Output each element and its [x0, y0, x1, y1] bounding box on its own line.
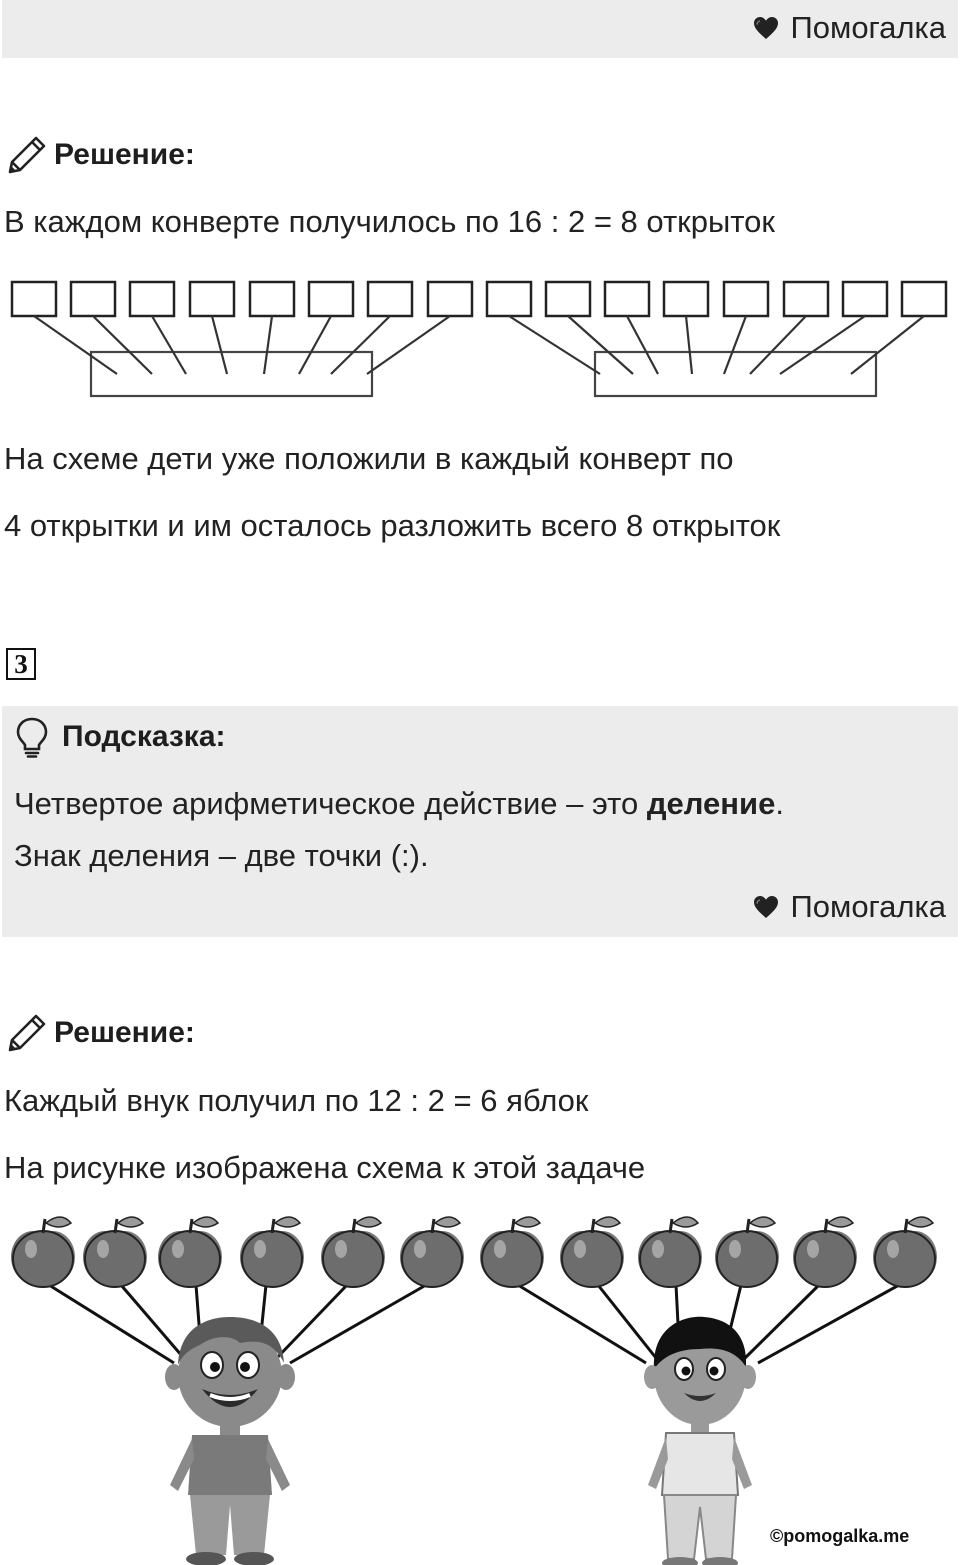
hint-line1-bold: деление	[646, 786, 776, 821]
hint-line1	[14, 786, 784, 822]
apple-icon	[560, 1217, 624, 1287]
brand-hint	[752, 889, 946, 925]
hint-heading-label: Подсказка:	[62, 720, 226, 753]
card-square	[664, 282, 708, 316]
solution-heading-2-label: Решение:	[54, 1016, 195, 1049]
card-square	[843, 282, 887, 316]
cards-envelopes-diagram	[0, 268, 960, 408]
solution1-line3: 4 открытки и им осталось разложить всего 8 открыток	[4, 508, 781, 543]
apple-icon	[873, 1217, 937, 1287]
lightbulb-icon	[14, 716, 50, 758]
apple-icon	[240, 1217, 304, 1287]
card-square	[250, 282, 294, 316]
pencil-icon	[6, 1012, 48, 1054]
card-square	[428, 282, 472, 316]
card-square	[902, 282, 946, 316]
pencil-icon	[6, 134, 48, 176]
heart-icon	[752, 15, 780, 41]
solution-heading-2	[6, 1012, 195, 1054]
solution-heading-1-label: Решение:	[54, 138, 195, 171]
hint-line2: Знак деления – две точки (:).	[14, 838, 429, 873]
card-square	[190, 282, 234, 316]
hint-line1-suffix: .	[775, 786, 784, 821]
card-square	[487, 282, 531, 316]
card-square	[724, 282, 768, 316]
apple-icon	[158, 1217, 222, 1287]
solution-heading-1	[6, 134, 195, 176]
hint-line1-prefix: Четвертое арифметическое действие – это	[14, 786, 647, 821]
apple-icon	[793, 1217, 857, 1287]
card-square	[784, 282, 828, 316]
card-square	[71, 282, 115, 316]
card-square	[605, 282, 649, 316]
apple-icon	[715, 1217, 779, 1287]
boy-left-figure	[165, 1317, 295, 1565]
apple-icon	[11, 1217, 75, 1287]
solution1-line2: На схеме дети уже положили в каждый конверт по	[4, 441, 734, 476]
heart-icon	[752, 894, 780, 920]
hint-heading	[14, 716, 226, 758]
copyright: ©pomogalka.me	[770, 1526, 910, 1546]
card-square	[130, 282, 174, 316]
apple-icon	[321, 1217, 385, 1287]
apple-icon	[480, 1217, 544, 1287]
card-square	[12, 282, 56, 316]
boy-right-figure	[644, 1317, 756, 1565]
card-square	[309, 282, 353, 316]
card-square	[546, 282, 590, 316]
solution2-line1: Каждый внук получил по 12 : 2 = 6 яблок	[4, 1083, 589, 1118]
apple-link-line	[518, 1285, 646, 1363]
brand-label: Помогалка	[790, 10, 946, 45]
card-square	[368, 282, 412, 316]
apple-icon	[400, 1217, 464, 1287]
solution1-line1: В каждом конверте получилось по 16 : 2 = 8 открыток	[4, 204, 775, 239]
solution2-line2: На рисунке изображена схема к этой задаче	[4, 1150, 646, 1185]
apples-boys-illustration	[0, 1205, 960, 1565]
apple-icon	[83, 1217, 147, 1287]
brand-top	[752, 10, 946, 46]
task-number: 3	[6, 648, 36, 680]
brand-hint-label: Помогалка	[790, 889, 946, 924]
apple-icon	[638, 1217, 702, 1287]
